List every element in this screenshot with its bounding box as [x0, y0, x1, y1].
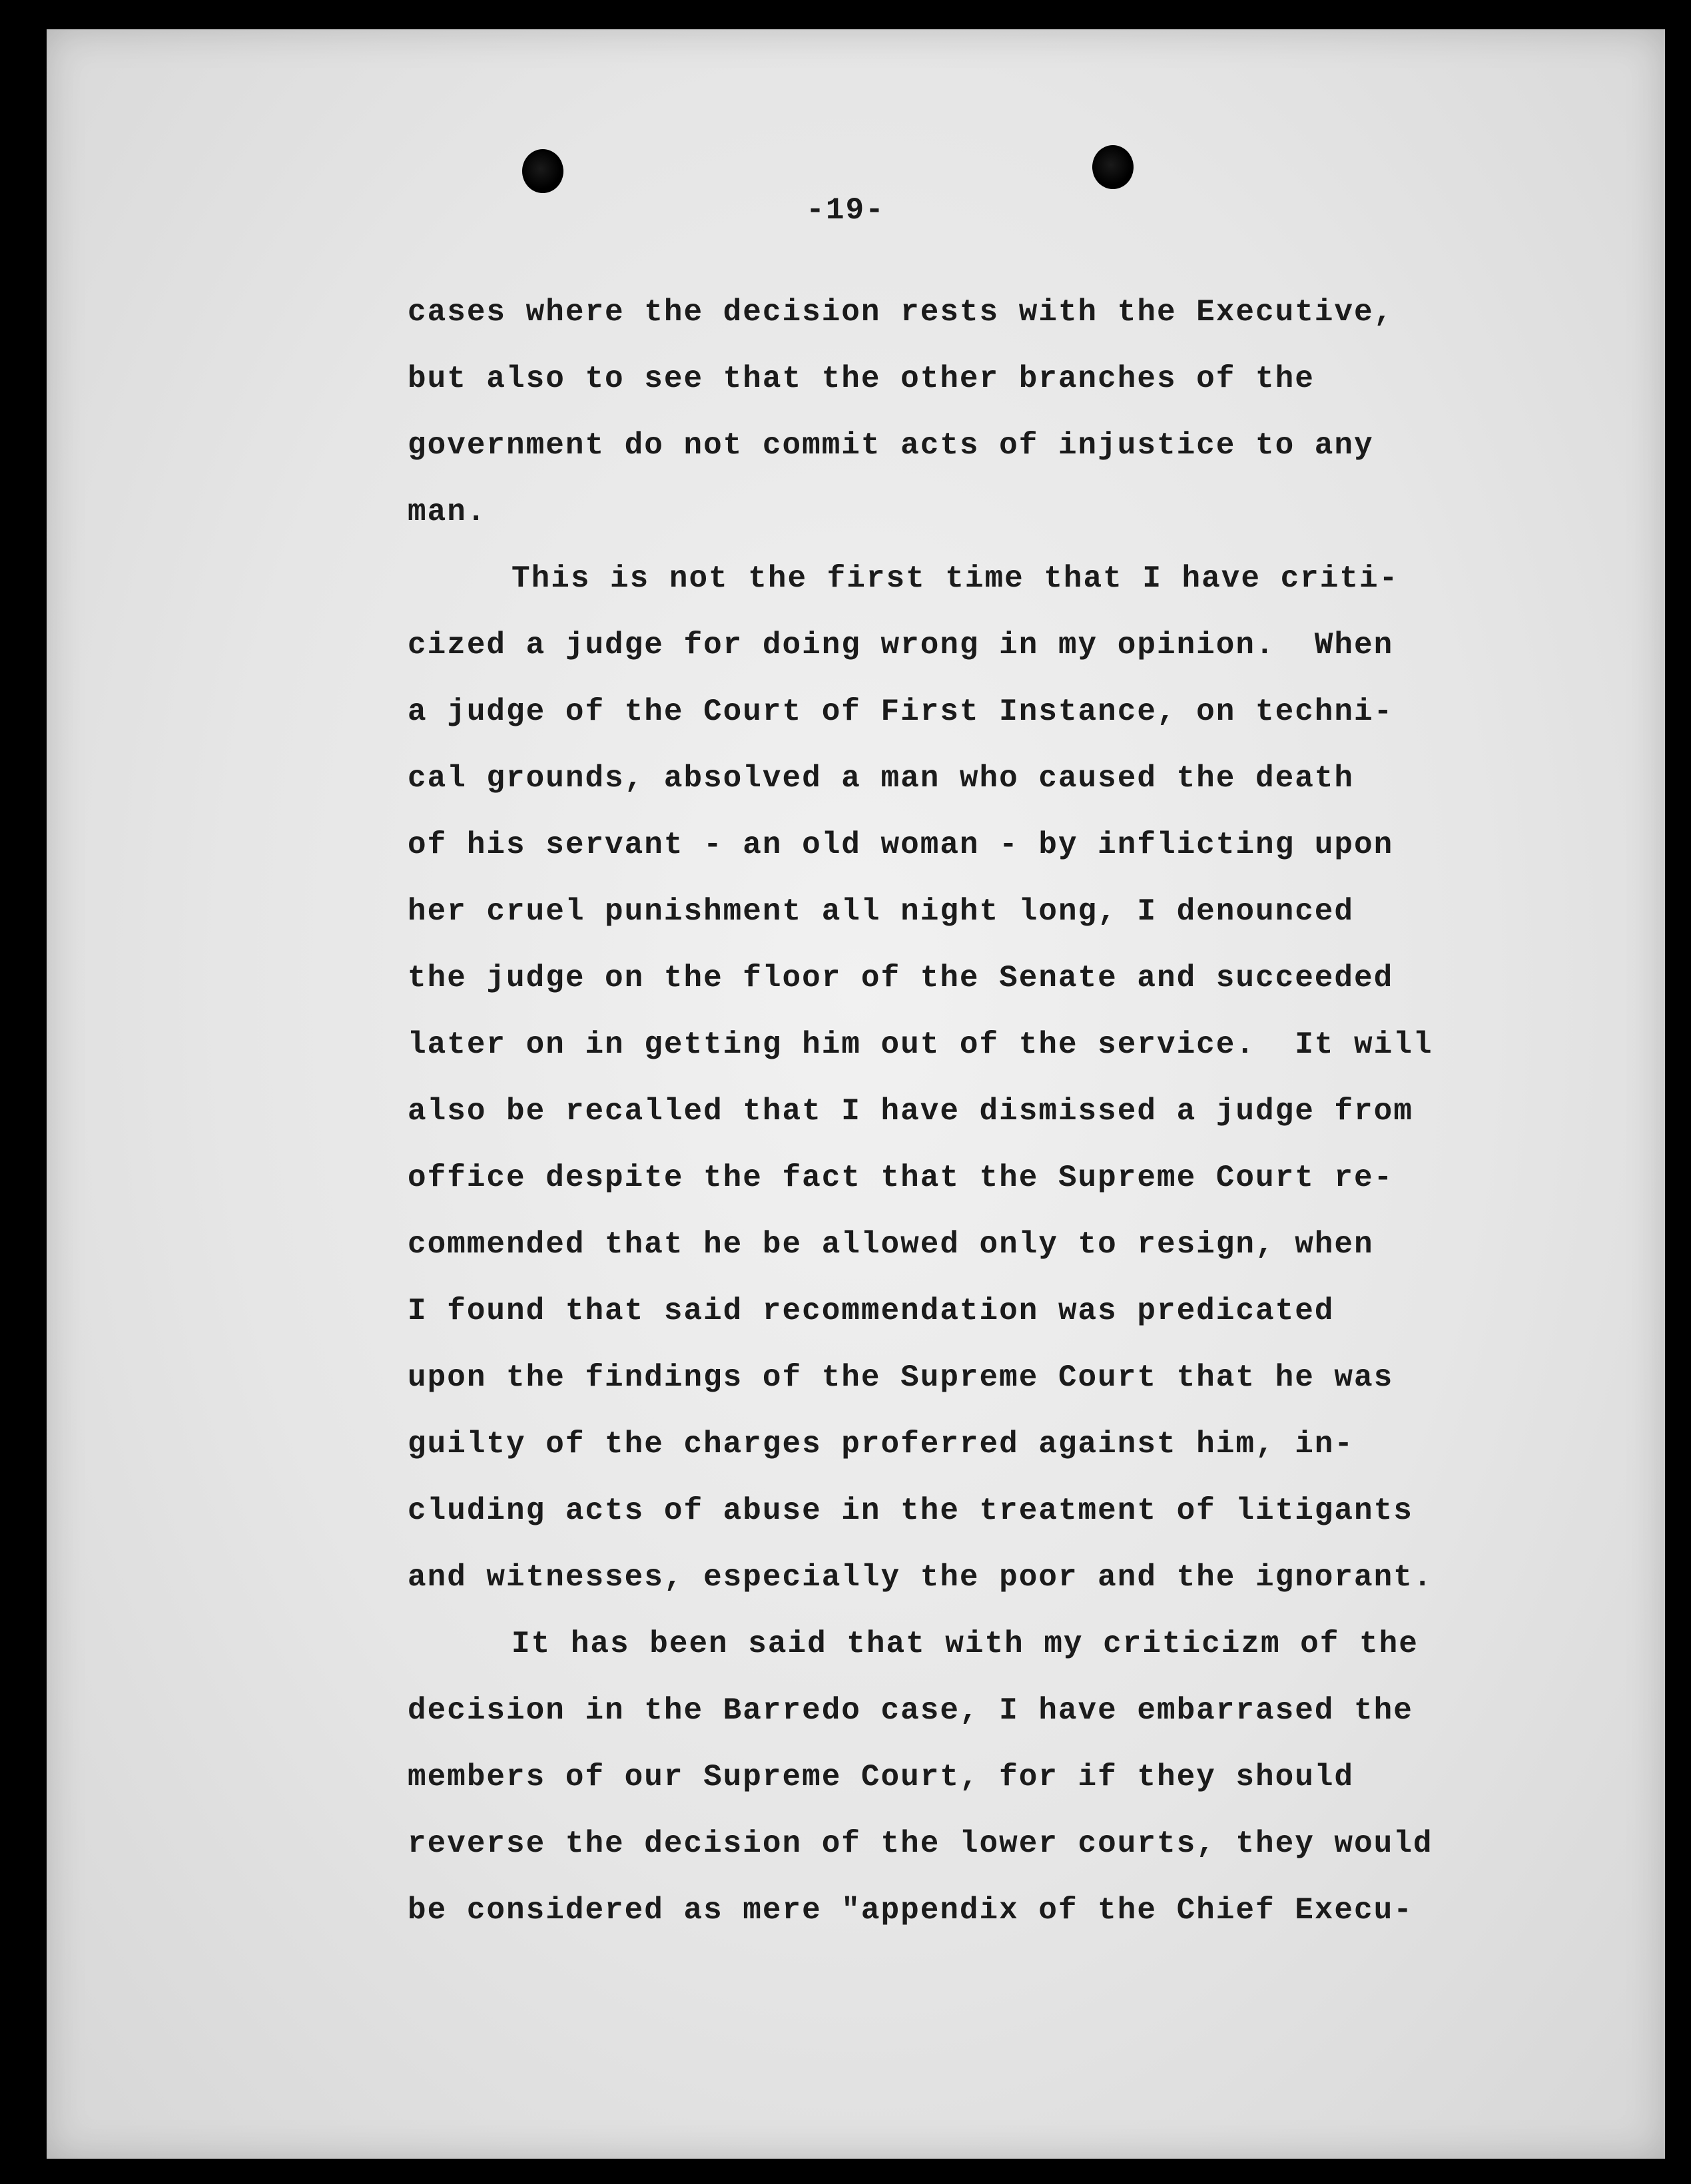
text-line: upon the findings of the Supreme Court that he was	[408, 1360, 1394, 1395]
text-line: of his servant - an old woman - by inflicting upon	[408, 828, 1394, 862]
text-line: later on in getting him out of the service. It will	[408, 1027, 1433, 1062]
text-line: a judge of the Court of First Instance, on techni-	[408, 694, 1394, 729]
text-line: but also to see that the other branches of the	[408, 362, 1315, 396]
text-line: I found that said recommendation was predicated	[408, 1294, 1335, 1328]
text-line: man.	[408, 495, 487, 529]
text-line: members of our Supreme Court, for if they should	[408, 1760, 1355, 1794]
punch-hole-left	[522, 149, 563, 193]
text-line: cized a judge for doing wrong in my opinion. When	[408, 628, 1394, 663]
punch-hole-right	[1092, 145, 1134, 189]
text-line: It has been said that with my criticizm of the	[511, 1627, 1419, 1661]
text-line: her cruel punishment all night long, I denounced	[408, 894, 1355, 929]
text-line: cases where the decision rests with the Executive,	[408, 295, 1394, 330]
text-line: cal grounds, absolved a man who caused the death	[408, 761, 1355, 796]
text-line: guilty of the charges proferred against him, in-	[408, 1427, 1355, 1462]
page-number: -19-	[806, 193, 885, 228]
text-line: cluding acts of abuse in the treatment of litigants	[408, 1494, 1413, 1528]
text-line: the judge on the floor of the Senate and succeeded	[408, 961, 1394, 995]
text-line: be considered as mere "appendix of the Chief Execu-	[408, 1893, 1413, 1928]
text-line: office despite the fact that the Supreme Court re-	[408, 1161, 1394, 1195]
text-line: also be recalled that I have dismissed a judge from	[408, 1094, 1413, 1129]
text-line: government do not commit acts of injustice to any	[408, 428, 1374, 463]
text-line: This is not the first time that I have criti-	[511, 561, 1399, 596]
text-line: and witnesses, especially the poor and the ignorant.	[408, 1560, 1433, 1595]
text-line: reverse the decision of the lower courts, they would	[408, 1826, 1433, 1861]
text-line: decision in the Barredo case, I have embarrased the	[408, 1693, 1413, 1728]
text-line: commended that he be allowed only to resign, when	[408, 1227, 1374, 1262]
